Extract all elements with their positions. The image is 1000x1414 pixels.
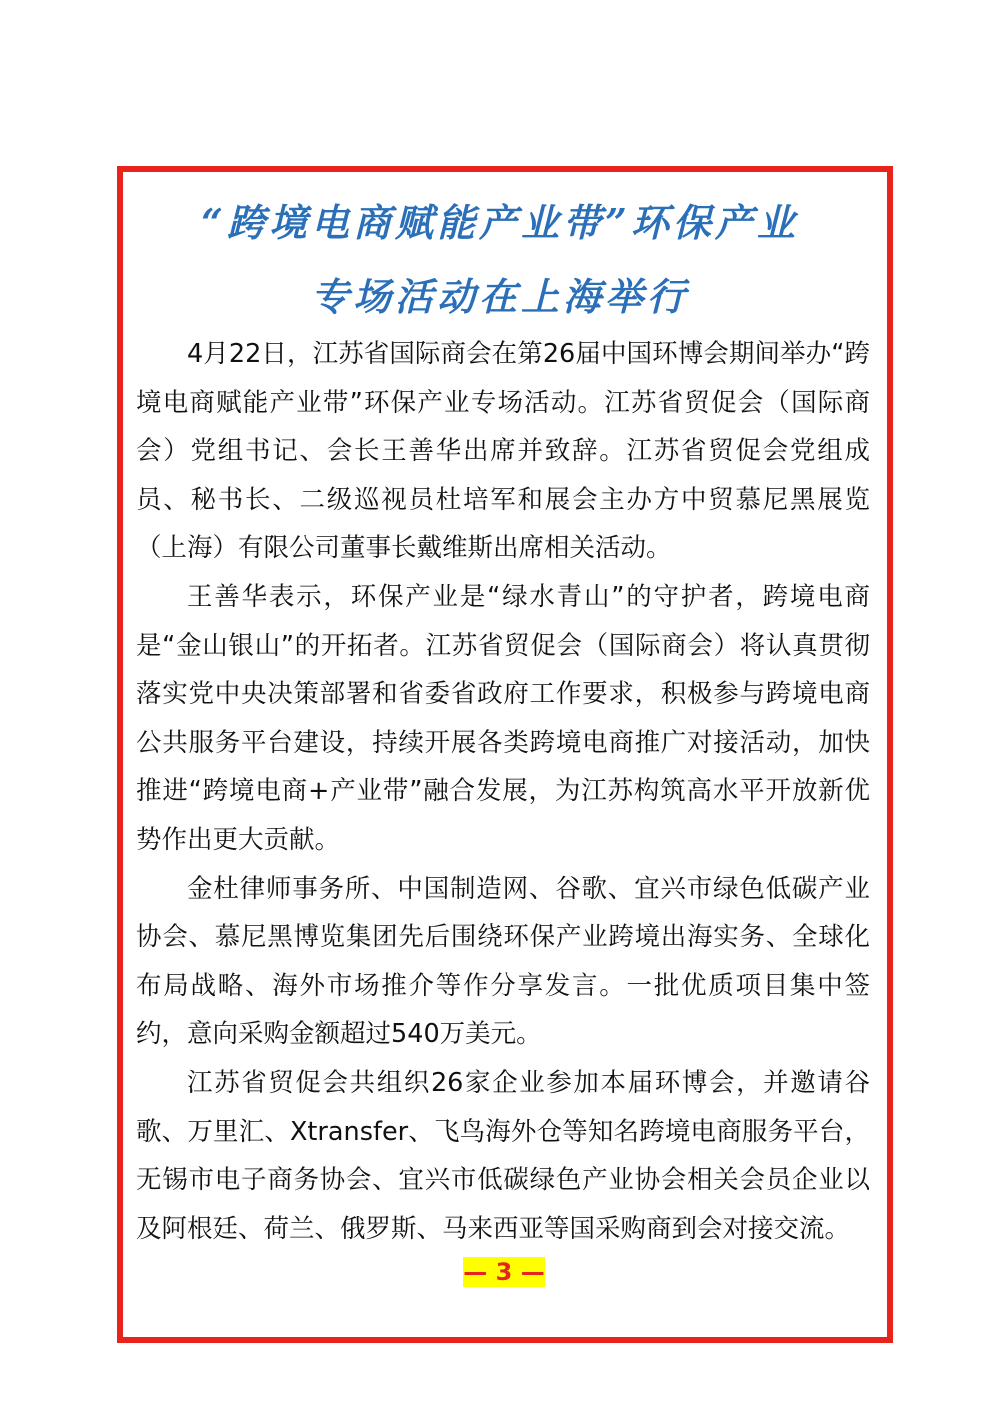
paragraph-4: 江苏省贸促会共组织26家企业参加本届环博会，并邀请谷歌、万里汇、Xtransfer、飞鸟海外仓等知名跨境电商服务平台，无锡市电子商务协会、宜兴市低碳绿色产业协会相关会员企业以及阿根廷、荷兰、俄罗斯、马来西亚等国采购商到会对接交流。 [136,1067,870,1244]
paragraph-2: 王善华表示，环保产业是“绿水青山”的守护者，跨境电商是“金山银山”的开拓者。江苏省贸促会（国际商会）将认真贯彻落实党中央决策部署和省委省政府工作要求，积极参与跨境电商公共服务平台建设，持续开展各类跨境电商推广对接活动，加快推进“跨境电商+产业带”融合发展，为江苏构筑高水平开放新优势作出更大贡献。 [136,581,870,855]
page-number: — 3 — [463,1258,545,1286]
paragraph-1: 4月22日，江苏省国际商会在第26届中国环博会期间举办“跨境电商赋能产业带”环保产业专场活动。江苏省贸促会（国际商会）党组书记、会长王善华出席并致辞。江苏省贸促会党组成员、秘书长、二级巡视员杜培军和展会主办方中贸慕尼黑展览（上海）有限公司董事长戴维斯出席相关活动。 [136,339,870,564]
article-body [136,330,870,1253]
article-title-line-2: 专场活动在上海举行 [310,274,689,319]
paragraph-3: 金杜律师事务所、中国制造网、谷歌、宜兴市绿色低碳产业协会、慕尼黑博览集团先后围绕环保产业跨境出海实务、全球化布局战略、海外市场推介等作分享发言。一批优质项目集中签约，意向采购金额超过540万美元。 [136,873,870,1050]
article-title-line-1: “跨境电商赋能产业带”环保产业 [201,200,799,245]
